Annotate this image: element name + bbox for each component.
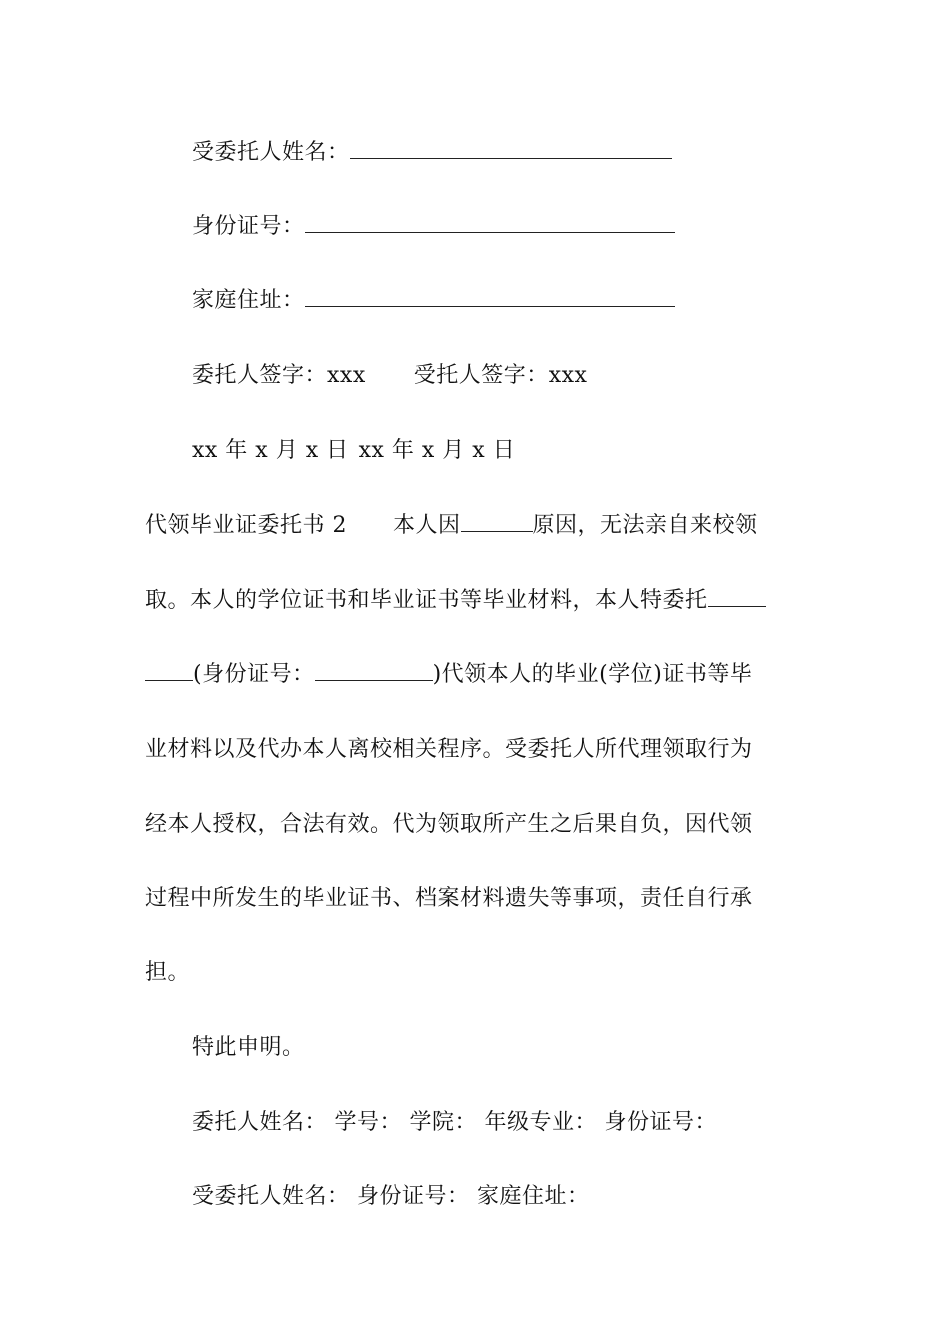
home-address-row [192, 286, 675, 316]
id-number-blank [305, 212, 675, 233]
principal-signature: 委托人签字：xxx [192, 363, 366, 388]
principal-date: xx 年 x 月 x 日 [192, 438, 349, 463]
trustee-name-row [192, 138, 672, 168]
letter2-line-3 [145, 660, 752, 690]
statement-text: 特此申明。 [192, 1035, 305, 1060]
principal-fields [192, 1108, 717, 1138]
letter2-line-2-text: 取。本人的学位证书和毕业证书等毕业材料，本人特委托 [145, 588, 708, 613]
letter2-line-5 [145, 810, 753, 840]
trustee-name-blank [350, 138, 672, 159]
principal-fields-text: 委托人姓名： 学号： 学院： 年级专业： 身份证号： [192, 1110, 717, 1135]
letter2-line-3-text-b: )代领本人的毕业(学位)证书等毕 [432, 662, 753, 687]
letter2-line-1-text-b: 原因，无法亲自来校领 [532, 513, 758, 538]
trustee-date: xx 年 x 月 x 日 [358, 438, 516, 463]
home-address-label: 家庭住址： [192, 288, 305, 313]
home-address-blank [305, 286, 675, 307]
reason-blank [461, 511, 533, 532]
letter2-line-6-text: 过程中所发生的毕业证书、档案材料遗失等事项，责任自行承 [145, 886, 753, 911]
trustee-blank-a [708, 586, 766, 607]
letter2-line-1-text-a: 本人因 [393, 513, 461, 538]
letter2-line-7-text: 担。 [145, 960, 191, 985]
trustee-signature: 受托人签字：xxx [413, 363, 588, 388]
letter2-line-3-text-a: (身份证号： [193, 662, 315, 687]
trustee-name-label: 受委托人姓名： [192, 140, 350, 165]
trustee-fields [192, 1182, 590, 1212]
statement [192, 1033, 305, 1063]
date-row [192, 436, 515, 466]
trustee-blank-b [145, 660, 193, 681]
trustee-id-blank [315, 660, 433, 681]
id-number-row [192, 212, 675, 242]
id-number-label: 身份证号： [192, 214, 305, 239]
letter2-line-5-text: 经本人授权，合法有效。代为领取所产生之后果自负，因代领 [145, 812, 753, 837]
letter2-line-6 [145, 884, 753, 914]
letter2-title: 代领毕业证委托书 2 [145, 513, 347, 538]
letter2-line-4 [145, 735, 753, 765]
signature-row [192, 361, 587, 391]
letter2-line-2 [145, 586, 766, 616]
letter2-line-7 [145, 958, 190, 988]
letter2-line-4-text: 业材料以及代办本人离校相关程序。受委托人所代理领取行为 [145, 737, 753, 762]
trustee-fields-text: 受委托人姓名： 身份证号： 家庭住址： [192, 1184, 590, 1209]
letter2-line-1 [145, 511, 758, 541]
